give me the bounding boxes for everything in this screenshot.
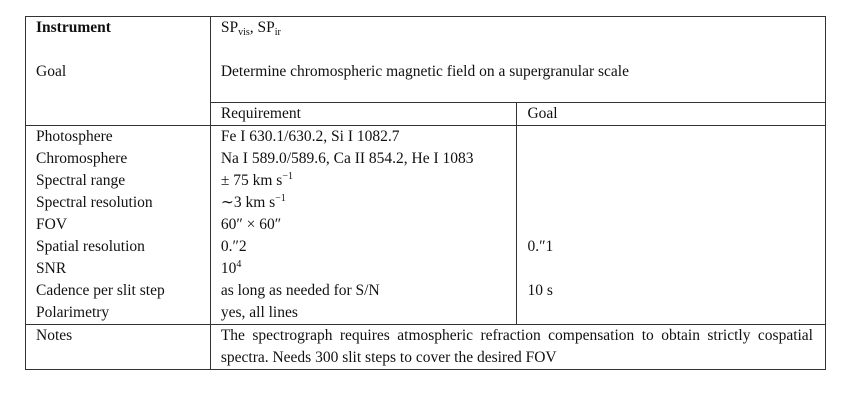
table-row: Spectral range ± 75 km $s^{-1}$: [26, 170, 826, 192]
header-blank: [26, 103, 211, 126]
col-goal-header: Goal: [517, 103, 826, 126]
goal-label: Goal: [26, 45, 211, 103]
table-row: Cadence per slit step as long as needed for S/N 10 s: [26, 280, 826, 302]
table-row: Polarimetry yes, all lines: [26, 302, 826, 325]
col-requirement-header: Requirement: [210, 103, 517, 126]
table-row: SNR $10^4$: [26, 258, 826, 280]
instrument-value: $SP_{vis}$, $SP_{ir}$: [210, 17, 825, 45]
notes-text: The spectrograph requires atmospheric refraction compensation to obtain strictly cospatial spectra. Needs 300 slit steps to cover the desired FOV: [210, 325, 825, 370]
table-row: FOV 60″ × 60″: [26, 214, 826, 236]
instrument-spec-table: [25, 16, 826, 370]
table-row: Chromosphere Na I 589.0/589.6, Ca II 854.2, He I 1083: [26, 148, 826, 170]
goal-value: Determine chromospheric magnetic field on a supergranular scale: [210, 45, 825, 103]
instrument-label: Instrument: [26, 17, 211, 45]
table-row: Photosphere Fe I 630.1/630.2, Si I 1082.7: [26, 126, 826, 149]
notes-label: Notes: [26, 325, 211, 370]
instrument-sp-ir: $SP_{ir}$: [257, 19, 281, 38]
table-row: Spatial resolution 0.″2 0.″1: [26, 236, 826, 258]
table-row: Spectral resolution ∼3 km $s^{-1}$: [26, 192, 826, 214]
instrument-sp-vis: $SP_{vis}$: [220, 19, 250, 38]
